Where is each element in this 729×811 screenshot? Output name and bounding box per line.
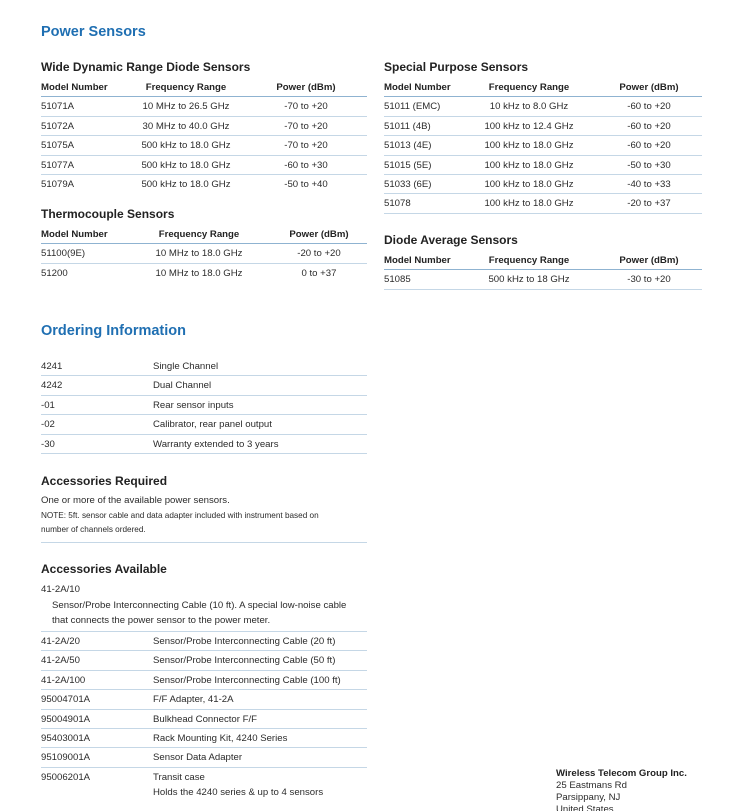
section-title-ordering: Ordering Information: [41, 323, 186, 339]
company-name: Wireless Telecom Group Inc.: [556, 768, 687, 779]
cell-description: Warranty extended to 3 years: [153, 438, 279, 450]
cell-code: -01: [41, 399, 55, 411]
cell-model: 51072A: [41, 120, 75, 132]
table-row: [41, 632, 367, 651]
table-row: [384, 156, 702, 175]
table-row: [41, 376, 367, 395]
header-model: Model Number: [41, 229, 108, 240]
cell-model: 51075A: [41, 140, 75, 152]
cell-power: -60 to +30: [284, 159, 328, 171]
cell-frequency: 500 kHz to 18.0 GHz: [141, 159, 231, 171]
table-ordering: [41, 357, 367, 454]
cell-code: 4242: [41, 380, 63, 392]
cell-code: 41-2A/100: [41, 674, 86, 686]
table-header: [384, 251, 702, 270]
table-header: [384, 78, 702, 97]
table-row: [41, 264, 367, 283]
table-accessories-available: [41, 580, 367, 802]
subheading-accessories-required: Accessories Required: [41, 474, 168, 488]
cell-power: -70 to +20: [284, 101, 328, 113]
cell-frequency: 100 kHz to 18.0 GHz: [484, 178, 574, 190]
table-row: [41, 710, 367, 729]
cell-model: 51078: [384, 198, 411, 210]
section-title-power-sensors: Power Sensors: [41, 24, 146, 40]
table-row: [41, 117, 367, 136]
table-row: [384, 175, 702, 194]
cell-description-line1: Transit case: [153, 771, 205, 783]
cell-model: 51079A: [41, 178, 75, 190]
cell-description: Dual Channel: [153, 380, 212, 392]
table-row: [41, 671, 367, 690]
table-thermocouple: [41, 225, 367, 283]
cell-description: F/F Adapter, 41-2A: [153, 694, 234, 706]
cell-power: -60 to +20: [627, 120, 671, 132]
cell-code: 95004701A: [41, 694, 91, 706]
table-row: [384, 117, 702, 136]
accessories-required-block: [41, 494, 367, 543]
company-city: Parsippany, NJ: [556, 792, 621, 803]
cell-power: -20 to +20: [297, 248, 341, 260]
table-special-purpose: [384, 78, 702, 214]
header-frequency: Frequency Range: [488, 255, 570, 266]
cell-code: 41-2A/20: [41, 636, 80, 647]
header-power: Power (dBm): [619, 255, 679, 266]
cell-frequency: 100 kHz to 18.0 GHz: [484, 159, 574, 171]
cell-code: 95403001A: [41, 732, 91, 744]
cell-power: -20 to +37: [627, 198, 671, 210]
header-frequency: Frequency Range: [145, 82, 227, 93]
table-row: [384, 136, 702, 155]
cell-frequency: 100 kHz to 18.0 GHz: [484, 198, 574, 210]
cell-power: -50 to +30: [627, 159, 671, 171]
company-country: United States: [556, 804, 614, 811]
cell-description: Sensor/Probe Interconnecting Cable (50 ft): [153, 655, 336, 667]
cell-description: Bulkhead Connector F/F: [153, 713, 257, 725]
cell-power: -60 to +20: [627, 140, 671, 152]
subheading-diode-average: Diode Average Sensors: [384, 233, 518, 247]
table-row: [41, 97, 367, 116]
cell-description: Rack Mounting Kit, 4240 Series: [153, 732, 288, 744]
accessories-required-note-line1: NOTE: 5ft. sensor cable and data adapter included with instrument based on: [41, 510, 319, 520]
table-row: [41, 580, 367, 632]
cell-model: 51015 (5E): [384, 159, 432, 171]
table-row: [41, 396, 367, 415]
cell-code: 41-2A/10: [41, 584, 80, 595]
cell-description: Calibrator, rear panel output: [153, 419, 272, 431]
cell-description: Sensor Data Adapter: [153, 752, 243, 764]
table-diode-average: [384, 251, 702, 290]
header-frequency: Frequency Range: [488, 82, 570, 93]
table-wide-dynamic: [41, 78, 367, 194]
table-row: [41, 136, 367, 155]
cell-frequency: 100 kHz to 12.4 GHz: [484, 120, 574, 132]
cell-code: 95006201A: [41, 771, 91, 783]
cell-frequency: 500 kHz to 18.0 GHz: [141, 178, 231, 190]
table-row: [41, 768, 367, 802]
cell-description: Sensor/Probe Interconnecting Cable (100 ft): [153, 674, 341, 686]
cell-frequency: 500 kHz to 18 GHz: [488, 274, 570, 286]
cell-description-line2: Holds the 4240 series & up to 4 sensors: [153, 786, 324, 798]
cell-frequency: 30 MHz to 40.0 GHz: [142, 120, 230, 132]
cell-model: 51013 (4E): [384, 140, 432, 152]
table-row: [41, 435, 367, 454]
cell-frequency: 100 kHz to 18.0 GHz: [484, 140, 574, 152]
header-model: Model Number: [384, 255, 451, 266]
table-row: [384, 194, 702, 213]
cell-power: -70 to +20: [284, 120, 328, 132]
table-row: [41, 729, 367, 748]
accessories-required-note-line2: number of channels ordered.: [41, 525, 146, 534]
table-header: [41, 225, 367, 244]
header-power: Power (dBm): [619, 82, 679, 93]
table-row: [41, 156, 367, 175]
cell-frequency: 10 MHz to 18.0 GHz: [155, 267, 243, 279]
table-row: [41, 690, 367, 709]
company-address: [556, 768, 726, 811]
cell-code: 4241: [41, 361, 63, 372]
table-row: [41, 175, 367, 194]
table-row: [41, 415, 367, 434]
cell-frequency: 10 kHz to 8.0 GHz: [489, 101, 569, 113]
table-header: [41, 78, 367, 97]
table-row: [384, 97, 702, 116]
cell-description-line2: that connects the power sensor to the power meter.: [52, 614, 271, 626]
subheading-special-purpose: Special Purpose Sensors: [384, 60, 529, 74]
cell-power: -70 to +20: [284, 140, 328, 152]
cell-power: -60 to +20: [627, 101, 671, 113]
header-model: Model Number: [384, 82, 451, 93]
cell-model: 51100(9E): [41, 248, 86, 260]
subheading-wide-dynamic: Wide Dynamic Range Diode Sensors: [41, 60, 251, 74]
header-power: Power (dBm): [289, 229, 349, 240]
table-row: [384, 270, 702, 289]
cell-model: 51033 (6E): [384, 178, 432, 190]
header-frequency: Frequency Range: [158, 229, 240, 240]
table-row: [41, 651, 367, 670]
cell-description: Rear sensor inputs: [153, 399, 234, 411]
cell-model: 51200: [41, 267, 68, 279]
cell-power: -40 to +33: [627, 178, 671, 190]
cell-code: -30: [41, 438, 55, 450]
cell-model: 51011 (EMC): [384, 101, 441, 113]
company-street: 25 Eastmans Rd: [556, 780, 627, 791]
subheading-thermocouple: Thermocouple Sensors: [41, 207, 175, 221]
header-power: Power (dBm): [276, 82, 336, 93]
cell-power: 0 to +37: [301, 267, 337, 279]
cell-frequency: 10 MHz to 18.0 GHz: [155, 248, 243, 260]
table-row: [41, 357, 367, 376]
cell-description: Sensor/Probe Interconnecting Cable (20 ft): [153, 636, 336, 647]
cell-power: -30 to +20: [627, 274, 671, 286]
cell-frequency: 10 MHz to 26.5 GHz: [142, 101, 230, 113]
cell-model: 51071A: [41, 101, 75, 113]
table-row: [41, 748, 367, 767]
cell-code: -02: [41, 419, 55, 431]
table-row: [41, 244, 367, 263]
cell-code: 41-2A/50: [41, 655, 80, 667]
cell-model: 51011 (4B): [384, 120, 431, 132]
cell-description-line1: Sensor/Probe Interconnecting Cable (10 ft). A special low-noise cable: [52, 600, 347, 611]
header-model: Model Number: [41, 82, 108, 93]
accessories-required-text: One or more of the available power sensors.: [41, 495, 230, 506]
cell-frequency: 500 kHz to 18.0 GHz: [141, 140, 231, 152]
cell-code: 95004901A: [41, 713, 91, 725]
cell-power: -50 to +40: [284, 178, 328, 190]
cell-code: 95109001A: [41, 752, 91, 764]
cell-model: 51085: [384, 274, 411, 286]
cell-description: Single Channel: [153, 361, 219, 372]
subheading-accessories-available: Accessories Available: [41, 562, 167, 576]
cell-model: 51077A: [41, 159, 75, 171]
